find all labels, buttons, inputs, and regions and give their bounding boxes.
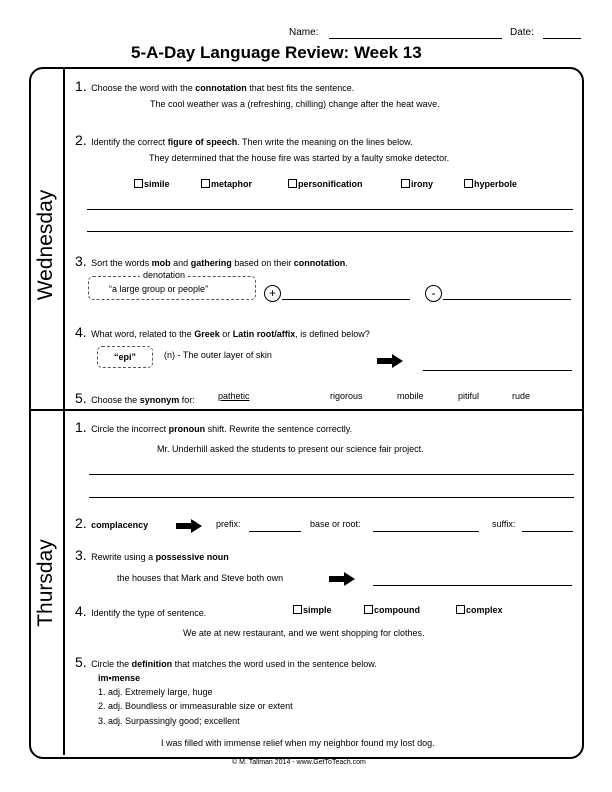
- root-definition: (n) - The outer layer of skin: [164, 350, 272, 360]
- thu-q4: [75, 603, 206, 621]
- denotation-label: denotation: [140, 270, 188, 280]
- q2-instruction: Identify the correct figure of speech. Then write the meaning on the lines below.: [91, 137, 413, 147]
- wed-q4: [75, 324, 370, 342]
- q5-instruction: Choose the synonym for:: [91, 395, 195, 405]
- question-number: 3.: [75, 547, 87, 563]
- answer-line[interactable]: [89, 497, 574, 498]
- day-column-divider: [63, 69, 65, 755]
- checkbox[interactable]: [293, 605, 302, 614]
- prefix-field[interactable]: [249, 531, 301, 532]
- wed-q1-sentence: The cool weather was a (refreshing, chilling) change after the heat wave.: [150, 99, 440, 109]
- arrow-right-icon: [377, 354, 403, 368]
- date-field[interactable]: [543, 38, 581, 39]
- thu-q2: [75, 515, 148, 533]
- wed-q2: [75, 132, 413, 150]
- question-number: 5.: [75, 390, 87, 406]
- thu-q5: [75, 654, 377, 672]
- synonym-choice[interactable]: mobile: [397, 391, 424, 401]
- question-number: 2.: [75, 132, 87, 148]
- name-field[interactable]: [329, 38, 502, 39]
- synonym-choice[interactable]: pitiful: [458, 391, 480, 401]
- checkbox[interactable]: [364, 605, 373, 614]
- q5-instruction: Circle the definition that matches the word used in the sentence below.: [91, 659, 377, 669]
- negative-answer-line[interactable]: [443, 299, 571, 300]
- day-row-divider: [31, 409, 582, 411]
- checkbox[interactable]: [288, 179, 297, 188]
- positive-answer-line[interactable]: [282, 299, 410, 300]
- checkbox[interactable]: [464, 179, 473, 188]
- answer-line[interactable]: [87, 209, 573, 210]
- figure-option-simile[interactable]: simile: [134, 179, 170, 189]
- denotation-text: “a large group or people”: [109, 284, 209, 294]
- suffix-label: suffix:: [492, 519, 516, 529]
- wed-q2-sentence: They determined that the house fire was started by a faulty smoke detector.: [149, 153, 450, 163]
- wed-q3: [75, 253, 348, 271]
- thu-q4-sentence: We ate at new restaurant, and we went shopping for clothes.: [183, 628, 425, 638]
- q1-instruction: Choose the word with the connotation that best fits the sentence.: [91, 83, 355, 93]
- sentence-type-simple[interactable]: simple: [293, 605, 332, 615]
- prefix-label: prefix:: [216, 519, 241, 529]
- footer-copyright: © M. Tallman 2014 - www.GetToTeach.com: [232, 759, 366, 766]
- synonym-choice[interactable]: rude: [512, 391, 531, 401]
- suffix-field[interactable]: [522, 531, 573, 532]
- answer-line[interactable]: [373, 585, 572, 586]
- checkbox[interactable]: [201, 179, 210, 188]
- definition-option[interactable]: 1. adj. Extremely large, huge: [98, 687, 213, 697]
- wednesday-label: Wednesday: [34, 189, 57, 301]
- figure-option-metaphor[interactable]: metaphor: [201, 179, 252, 189]
- thu-q1: [75, 419, 352, 437]
- possessive-phrase: the houses that Mark and Steve both own: [117, 573, 284, 583]
- q4-instruction: Identify the type of sentence.: [91, 608, 207, 618]
- base-field[interactable]: [373, 531, 479, 532]
- page-title: 5-A-Day Language Review: Week 13: [131, 43, 422, 62]
- wed-q5: [75, 390, 195, 408]
- q4-instruction: What word, related to the Greek or Latin root/affix, is defined below?: [91, 329, 370, 339]
- answer-line[interactable]: [89, 474, 574, 475]
- synonym-choice[interactable]: rigorous: [330, 391, 363, 401]
- synonym-word: pathetic: [218, 391, 250, 401]
- q3-instruction: Rewrite using a possessive noun: [91, 552, 229, 562]
- question-number: 1.: [75, 419, 87, 435]
- q3-instruction: Sort the words mob and gathering based on their connotation.: [91, 258, 348, 268]
- question-number: 1.: [75, 78, 87, 94]
- sentence-type-complex[interactable]: complex: [456, 605, 503, 615]
- arrow-right-icon: [329, 572, 355, 586]
- question-number: 2.: [75, 515, 87, 531]
- thu-q3: [75, 547, 229, 565]
- wed-q1: [75, 78, 354, 96]
- answer-line[interactable]: [423, 370, 572, 371]
- question-number: 4.: [75, 324, 87, 340]
- figure-option-personification[interactable]: personification: [288, 179, 363, 189]
- question-number: 4.: [75, 603, 87, 619]
- thu-q1-sentence: Mr. Underhill asked the students to present our science fair project.: [157, 444, 424, 454]
- checkbox[interactable]: [456, 605, 465, 614]
- figure-option-irony[interactable]: irony: [401, 179, 433, 189]
- date-label: Date:: [510, 27, 534, 38]
- root-box: “epi”: [97, 346, 153, 368]
- negative-connotation-icon: -: [425, 285, 442, 302]
- question-number: 5.: [75, 654, 87, 670]
- question-number: 3.: [75, 253, 87, 269]
- answer-line[interactable]: [87, 231, 573, 232]
- definition-option[interactable]: 3. adj. Surpassingly good; excellent: [98, 716, 240, 726]
- figure-option-hyperbole[interactable]: hyperbole: [464, 179, 517, 189]
- name-label: Name:: [289, 27, 319, 38]
- sentence-type-compound[interactable]: compound: [364, 605, 420, 615]
- arrow-right-icon: [176, 519, 202, 533]
- definition-word: im•mense: [98, 673, 141, 683]
- positive-connotation-icon: +: [264, 285, 281, 302]
- definition-option[interactable]: 2. adj. Boundless or immeasurable size or extent: [98, 701, 293, 711]
- base-label: base or root:: [310, 519, 361, 529]
- q2-word: complacency: [91, 520, 149, 530]
- thu-q5-sentence: I was filled with immense relief when my neighbor found my lost dog.: [161, 738, 435, 748]
- checkbox[interactable]: [134, 179, 143, 188]
- checkbox[interactable]: [401, 179, 410, 188]
- q1-instruction: Circle the incorrect pronoun shift. Rewrite the sentence correctly.: [91, 424, 353, 434]
- thursday-label: Thursday: [34, 539, 57, 627]
